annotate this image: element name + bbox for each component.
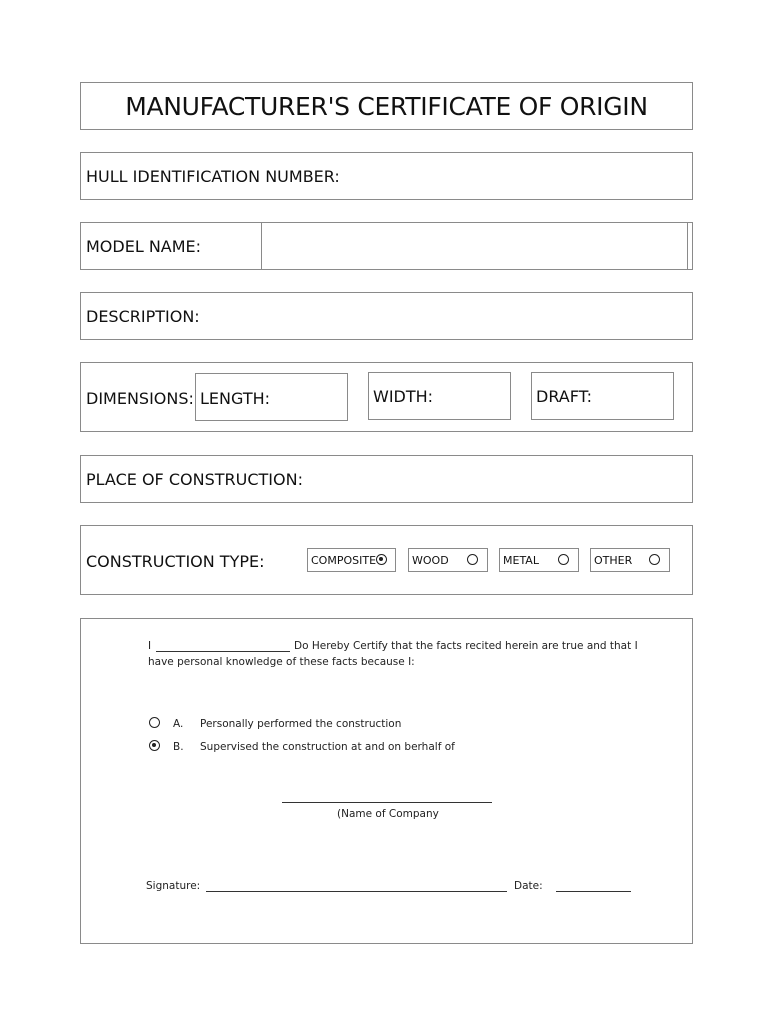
option-composite-label: COMPOSITE <box>311 553 377 567</box>
construction-type-label: CONSTRUCTION TYPE: <box>86 552 265 571</box>
signature-line[interactable] <box>206 891 507 892</box>
hull-id-label: HULL IDENTIFICATION NUMBER: <box>86 167 340 186</box>
model-name-row <box>80 222 693 270</box>
date-line[interactable] <box>556 891 631 892</box>
certify-line-1: Do Hereby Certify that the facts recited herein are true and that I <box>294 640 638 652</box>
radio-selected-icon[interactable] <box>376 554 387 565</box>
option-a-letter: A. <box>173 718 184 730</box>
place-of-construction-field[interactable] <box>80 455 693 503</box>
model-name-input[interactable] <box>261 222 688 270</box>
width-field[interactable] <box>368 372 511 420</box>
certify-line-2: have personal knowledge of these facts because I: <box>148 656 415 668</box>
hull-id-field[interactable] <box>80 152 693 200</box>
certifier-name-line[interactable] <box>156 651 290 652</box>
description-label: DESCRIPTION: <box>86 307 200 326</box>
option-other-label: OTHER <box>594 553 633 567</box>
option-wood-label: WOOD <box>412 553 449 567</box>
place-of-construction-label: PLACE OF CONSTRUCTION: <box>86 470 303 489</box>
company-caption: (Name of Company <box>337 808 439 820</box>
certify-prefix: I <box>148 640 152 652</box>
radio-icon[interactable] <box>649 554 660 565</box>
option-composite[interactable] <box>307 548 396 572</box>
option-other[interactable] <box>590 548 670 572</box>
draft-field[interactable] <box>531 372 674 420</box>
company-name-line[interactable] <box>282 802 492 803</box>
option-metal[interactable] <box>499 548 579 572</box>
date-label: Date: <box>514 880 543 892</box>
page-title-text: MANUFACTURER'S CERTIFICATE OF ORIGIN <box>125 91 648 121</box>
description-field[interactable] <box>80 292 693 340</box>
option-b-letter: B. <box>173 741 184 753</box>
radio-icon[interactable] <box>467 554 478 565</box>
length-field[interactable] <box>195 373 348 421</box>
model-name-label: MODEL NAME: <box>86 237 202 256</box>
option-wood[interactable] <box>408 548 488 572</box>
radio-icon[interactable] <box>149 717 160 728</box>
width-label: WIDTH: <box>373 387 434 406</box>
option-a-text: Personally performed the construction <box>200 718 402 730</box>
length-label: LENGTH: <box>200 389 271 408</box>
page-title <box>80 82 693 130</box>
dimensions-label: DIMENSIONS: <box>86 389 194 408</box>
option-metal-label: METAL <box>503 553 539 567</box>
option-b-text: Supervised the construction at and on berhalf of <box>200 741 455 753</box>
dimensions-row <box>80 362 693 432</box>
signature-label: Signature: <box>146 880 201 892</box>
radio-selected-icon[interactable] <box>149 740 160 751</box>
draft-label: DRAFT: <box>536 387 593 406</box>
radio-icon[interactable] <box>558 554 569 565</box>
